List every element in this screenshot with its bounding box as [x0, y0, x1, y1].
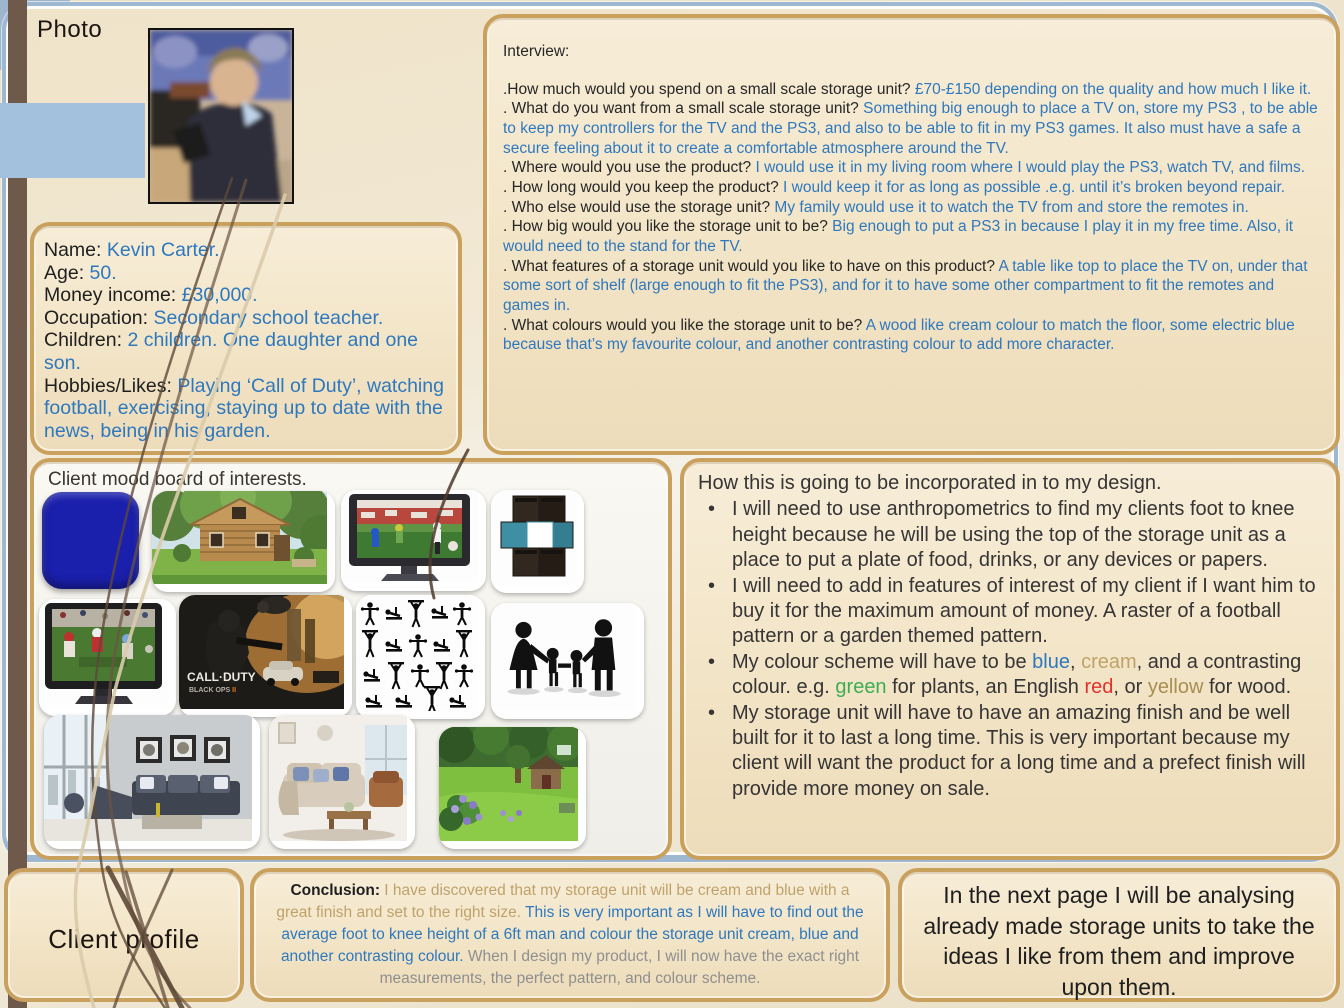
exercise-pictograms — [356, 595, 485, 719]
bullet-marker: • — [708, 574, 716, 597]
conclusion-box — [250, 868, 890, 1002]
family-silhouette — [491, 603, 644, 719]
blue-colour-swatch — [42, 492, 139, 589]
interview-answer: Big enough to put a PS3 in because I play it in my free time. Also, it would need to the stand for the TV. — [503, 218, 1294, 256]
profile-field-value: 2 children. One daughter and one son. — [44, 329, 419, 375]
call-of-duty-poster — [179, 595, 352, 717]
interview-question: . What do you want from a small scale storage unit? — [503, 100, 859, 118]
football-match-tv — [341, 490, 486, 591]
interview-answer: A table like top to place the TV on, under that some sort of shelf (large enough to fit the PS3), and for it to have some other compartment to fit the remotes and games in. — [503, 257, 1308, 315]
profile-field-label: Hobbies/Likes: — [44, 374, 172, 397]
interview-question: . Who else would use the storage unit? — [503, 198, 771, 216]
svg-text:CALL·DUTY: CALL·DUTY — [187, 670, 256, 684]
bullet-marker: • — [708, 498, 716, 521]
design-bullet — [698, 497, 1320, 573]
interview-question: .How much would you spend on a small scale storage unit? — [503, 80, 911, 98]
interview-qa — [503, 316, 1318, 355]
interview-qa — [503, 80, 1318, 100]
client-profile-box — [4, 868, 244, 1002]
profile-field-value: £30,000. — [181, 284, 258, 307]
profile-field — [44, 239, 448, 262]
design-bullet-segment: cream — [1081, 650, 1137, 673]
profile-field-label: Money income: — [44, 284, 177, 307]
conclusion-label: Conclusion: — [290, 882, 380, 899]
bullet-marker: • — [708, 650, 716, 673]
interview-question: . Where would you use the product? — [503, 159, 752, 177]
design-bullet-segment: yellow — [1147, 676, 1204, 699]
design-bullet-segment: My storage unit will have to have an amazing finish and be well built for it to last a long time. This is very important because my client will want the product for a long time and a prefect finish will provide more money on sale. — [732, 701, 1306, 800]
design-bullet — [698, 574, 1320, 650]
interview-qa — [503, 158, 1318, 178]
profile-field-label: Name: — [44, 239, 102, 261]
interview-qa — [503, 198, 1318, 218]
conclusion-segment: I have discovered that my storage unit will be cream and blue with a great finish and set to the right size. — [276, 882, 850, 921]
storage-cubes — [491, 490, 584, 593]
interview-answer: £70-£150 depending on the quality and how much I like it. — [914, 80, 1312, 98]
design-bullet-segment: , and a contrasting colour. e.g. — [732, 650, 1302, 699]
design-title: How this is going to be incorporated in to my design. — [698, 472, 1162, 494]
profile-fields — [44, 239, 448, 442]
grey-living-room — [44, 715, 260, 849]
design-bullet — [698, 701, 1320, 803]
client-photo — [148, 28, 294, 204]
design-bullet-segment: for wood. — [1203, 676, 1292, 699]
client-details-box — [30, 222, 462, 455]
profile-field — [44, 307, 448, 330]
design-bullet — [698, 650, 1320, 701]
mood-board-title: Client mood board of interests. — [48, 469, 307, 490]
design-bullet-segment: , or — [1113, 676, 1148, 699]
interview-title: Interview: — [503, 43, 570, 60]
mood-board-box — [30, 458, 672, 860]
profile-field — [44, 284, 448, 307]
design-bullet-segment: , — [1069, 650, 1082, 673]
profile-field-label: Children: — [44, 329, 123, 352]
design-bullet-segment: I will need to add in features of interest of my client if I want him to buy it for the maximum amount of money. A raster of a football pattern or a garden themed pattern. — [732, 574, 1316, 648]
profile-field-label: Age: — [44, 261, 85, 284]
interview-qa-list — [503, 80, 1318, 355]
interview-qa — [503, 257, 1318, 316]
profile-field — [44, 262, 448, 285]
interview-answer: A wood like cream colour to match the floor, some electric blue because that’s my favourite colour, and another contrasting colour to add more character. — [503, 316, 1295, 354]
design-incorporation-box — [680, 458, 1340, 860]
design-bullet-segment: red — [1084, 676, 1114, 699]
interview-box — [483, 14, 1340, 455]
interview-question: . How big would you like the storage unit to be? — [503, 218, 828, 236]
conclusion-segment: This is very important as I will have to find out the average foot to knee height of a 6ft man and colour the storage unit cream, blue and another contrasting colour. — [280, 904, 864, 965]
next-page-box — [898, 868, 1340, 1002]
left-blue-rectangle — [0, 103, 145, 178]
photo-label: Photo — [37, 16, 103, 43]
next-page-text: In the next page I will be analysing already made storage units to take the ideas I like from them and improve upon them. — [923, 882, 1315, 1000]
svg-text:BLACK OPS II: BLACK OPS II — [189, 687, 237, 694]
interview-question: . What features of a storage unit would you like to have on this product? — [503, 257, 995, 275]
design-bullet-segment: I will need to use anthropometrics to find my clients foot to knee height because he will be using the top of the storage unit as a place to put a plate of food, drinks, or any devices or papers. — [732, 498, 1295, 572]
interview-answer: My family would use it to watch the TV from and store the remotes in. — [774, 198, 1249, 216]
design-bullet-segment: My colour scheme will have to be — [732, 650, 1033, 673]
interview-answer: I would keep it for as long as possible .e.g. until it’s broken beyond repair. — [783, 179, 1286, 197]
interview-question: . What colours would you like the storage unit to be? — [503, 316, 863, 334]
interview-qa — [503, 178, 1318, 198]
design-bullet-segment: green — [835, 676, 887, 699]
white-living-room — [269, 715, 415, 849]
design-bullet-segment: for plants, an English — [886, 676, 1085, 699]
interview-answer: Something big enough to place a TV on, store my PS3 , to be able to keep my controllers for the TV and the PS3, and also to be able to fit in my PS3 games. It also must have a safe a secure feeling about it to create a comfortable atmosphere around the TV. — [503, 100, 1318, 157]
interview-question: . How long would you keep the product? — [503, 179, 779, 197]
conclusion-segment: When I design my product, I will now have the exact right measurements, the perfect pattern, and colour scheme. — [379, 948, 860, 987]
profile-field — [44, 375, 448, 443]
design-bullet-list — [698, 497, 1320, 802]
profile-field-label: Occupation: — [44, 306, 149, 329]
design-bullet-segment: blue — [1032, 650, 1070, 673]
profile-field-value: Secondary school teacher. — [153, 306, 384, 329]
bullet-marker: • — [708, 701, 716, 724]
garden — [439, 727, 586, 849]
profile-field — [44, 329, 448, 374]
profile-field-value: Playing ‘Call of Duty’, watching football, exercising, staying up to date with the news, being in his garden. — [44, 374, 444, 442]
interview-qa — [503, 217, 1318, 256]
profile-field-value: Kevin Carter. — [106, 239, 220, 261]
profile-field-value: 50. — [89, 261, 117, 284]
interview-answer: I would use it in my living room where I would play the PS3, watch TV, and films. — [755, 159, 1306, 177]
interview-qa — [503, 99, 1318, 158]
client-profile-label: Client profile — [48, 924, 200, 954]
log-cabin — [152, 491, 335, 592]
american-football-tv — [39, 599, 176, 716]
